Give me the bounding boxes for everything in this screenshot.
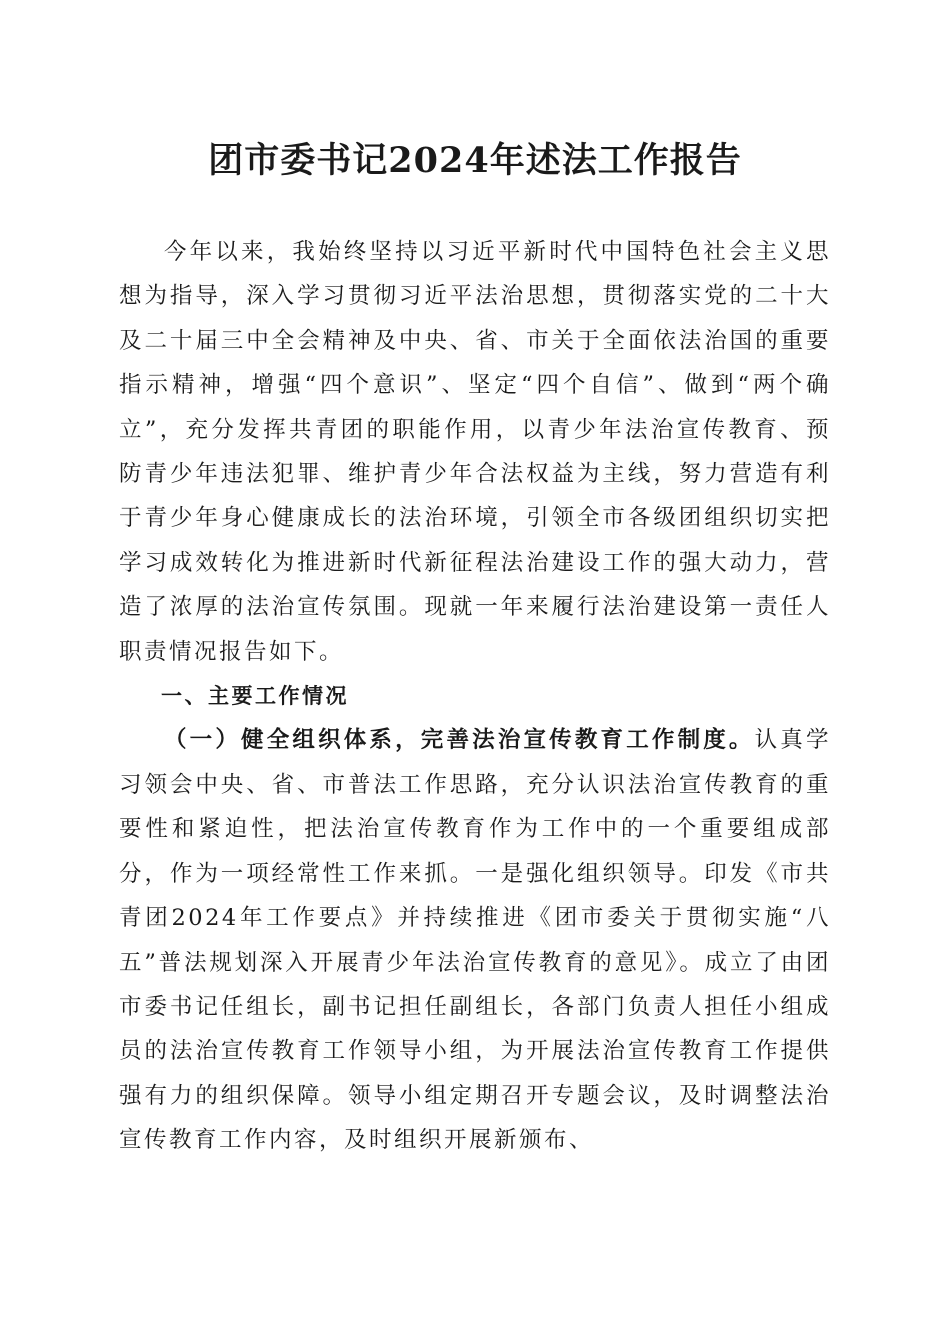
section-heading: 一、主要工作情况	[161, 684, 349, 709]
document-title: 团市委书记2024年述法工作报告	[208, 140, 742, 181]
document-body	[119, 230, 831, 1163]
subsection-paragraph	[119, 718, 831, 1162]
subsection-lead: （一）健全组织体系，完善法治宣传教育工作制度。	[164, 727, 755, 754]
subsection-body: 认真学习领会中央、省、市普法工作思路，充分认识法治宣传教育的重要性和紧迫性，把法治宣传教育作为工作中的一个重要组成部分，作为一项经常性工作来抓。一是强化组织领导。印发《市共青团2024年工作要点》并持续推进《团市委关于贯彻实施“八五”普法规划深入开展青少年法治宣传教育的意见》。成立了由团市委书记任组长，副书记担任副组长，各部门负责人担任小组成员的法治宣传教育工作领导小组，为开展法治宣传教育工作提供强有力的组织保障。领导小组定期召开专题会议，及时调整法治宣传教育工作内容，及时组织开展新颁布、	[119, 727, 831, 1154]
intro-paragraph: 今年以来，我始终坚持以习近平新时代中国特色社会主义思想为指导，深入学习贯彻习近平法治思想，贯彻落实党的二十大及二十届三中全会精神及中央、省、市关于全面依法治国的重要指示精神，增强“四个意识”、坚定“四个自信”、做到“两个确立”，充分发挥共青团的职能作用，以青少年法治宣传教育、预防青少年违法犯罪、维护青少年合法权益为主线，努力营造有利于青少年身心健康成长的法治环境，引领全市各级团组织切实把学习成效转化为推进新时代新征程法治建设工作的强大动力，营造了浓厚的法治宣传氛围。现就一年来履行法治建设第一责任人职责情况报告如下。	[119, 239, 831, 665]
